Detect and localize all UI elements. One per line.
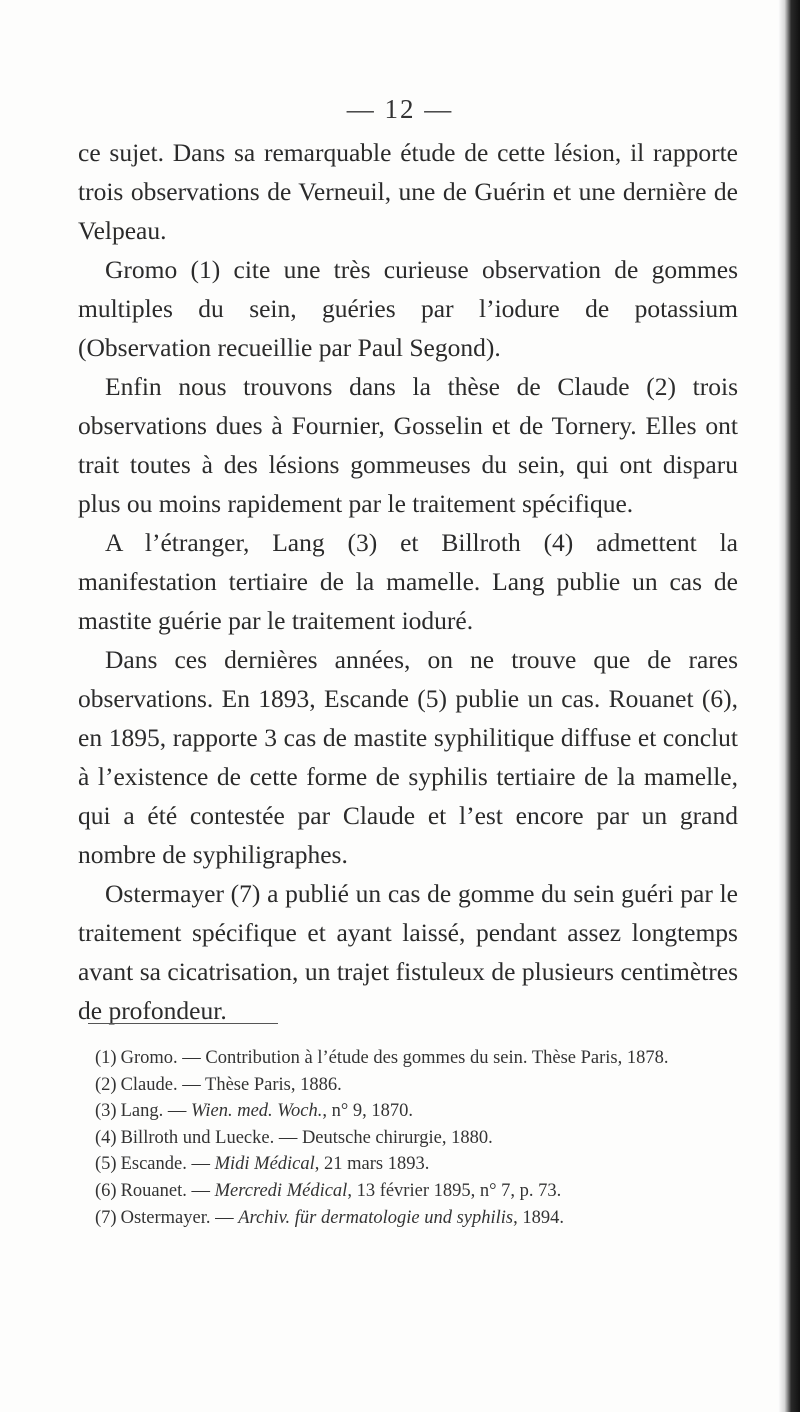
footnote-5	[95, 1151, 755, 1178]
footnote-3	[95, 1098, 755, 1125]
paragraph-4: A l’étranger, Lang (3) et Billroth (4) admettent la manifestation tertiaire de la mamelle. Lang publie un cas de mastite guérie par le traitement ioduré.	[78, 528, 738, 635]
paragraph-2: Gromo (1) cite une très curieuse observation de gommes multiples du sein, guéries par l’iodure de potassium (Observation recueillie par Paul Segond).	[78, 255, 738, 362]
footnote-number: (4)	[95, 1127, 117, 1148]
footnote-text-end: , 1894.	[513, 1207, 565, 1228]
body-text	[78, 133, 738, 1030]
paragraph-3: Enfin nous trouvons dans la thèse de Claude (2) trois observations dues à Fournier, Gosselin et de Tornery. Elles ont trait toutes à des lésions gommeuses du sein, qui ont disparu plus ou moins rapidement par le traitement spécifique.	[78, 372, 738, 518]
footnote-separator	[88, 1023, 278, 1024]
footnote-journal: Archiv. für dermatologie und syphilis	[238, 1207, 514, 1228]
footnote-text-end: , 21 mars 1893.	[314, 1154, 430, 1175]
footnote-journal: Wien. med. Woch.	[190, 1101, 323, 1122]
footnote-number: (7)	[95, 1207, 117, 1228]
footnote-journal: Midi Médical	[214, 1154, 315, 1175]
footnote-text-end: , n° 9, 1870.	[322, 1101, 413, 1122]
footnotes	[95, 1045, 755, 1231]
footnote-text: Rouanet. —	[120, 1180, 215, 1201]
footnote-2	[95, 1072, 755, 1099]
footnote-text-end: , 13 février 1895, n° 7, p. 73.	[347, 1180, 562, 1201]
footnote-text: Escande. —	[120, 1154, 215, 1175]
paragraph-5: Dans ces dernières années, on ne trouve que de rares observations. En 1893, Escande (5) publie un cas. Rouanet (6), en 1895, rapporte 3 cas de mastite syphilitique diffuse et conclut à l’existence de cette forme de syphilis tertiaire de la mamelle, qui a été contestée par Claude et l’est encore par un grand nombre de syphiligraphes.	[78, 645, 738, 869]
footnote-journal: Mercredi Médical	[214, 1180, 348, 1201]
footnote-number: (5)	[95, 1154, 117, 1175]
page-edge-shadow	[778, 0, 800, 1412]
paragraph-6: Ostermayer (7) a publié un cas de gomme du sein guéri par le traitement spécifique et ayant laissé, pendant assez longtemps avant sa cicatrisation, un trajet fistuleux de plusieurs centimètres de profondeur.	[78, 879, 738, 1025]
footnote-text: Billroth und Luecke. — Deutsche chirurgie, 1880.	[120, 1127, 493, 1148]
footnote-7	[95, 1205, 755, 1232]
footnote-number: (3)	[95, 1101, 117, 1122]
footnote-number: (6)	[95, 1180, 117, 1201]
footnote-text: Ostermayer. —	[120, 1207, 239, 1228]
footnote-1	[95, 1045, 755, 1072]
footnote-text: Gromo. — Contribution à l’étude des gommes du sein. Thèse Paris, 1878.	[120, 1048, 669, 1068]
footnote-number: (2)	[95, 1074, 117, 1095]
footnote-4	[95, 1125, 755, 1152]
paragraph-1: ce sujet. Dans sa remarquable étude de cette lésion, il rapporte trois observations de Verneuil, une de Guérin et une dernière de Velpeau.	[78, 138, 738, 245]
footnote-text: Lang. —	[120, 1101, 191, 1122]
footnote-6	[95, 1178, 755, 1205]
footnote-text: Claude. — Thèse Paris, 1886.	[120, 1074, 342, 1095]
footnote-number: (1)	[95, 1048, 117, 1068]
page-number: — 12 —	[346, 94, 454, 124]
